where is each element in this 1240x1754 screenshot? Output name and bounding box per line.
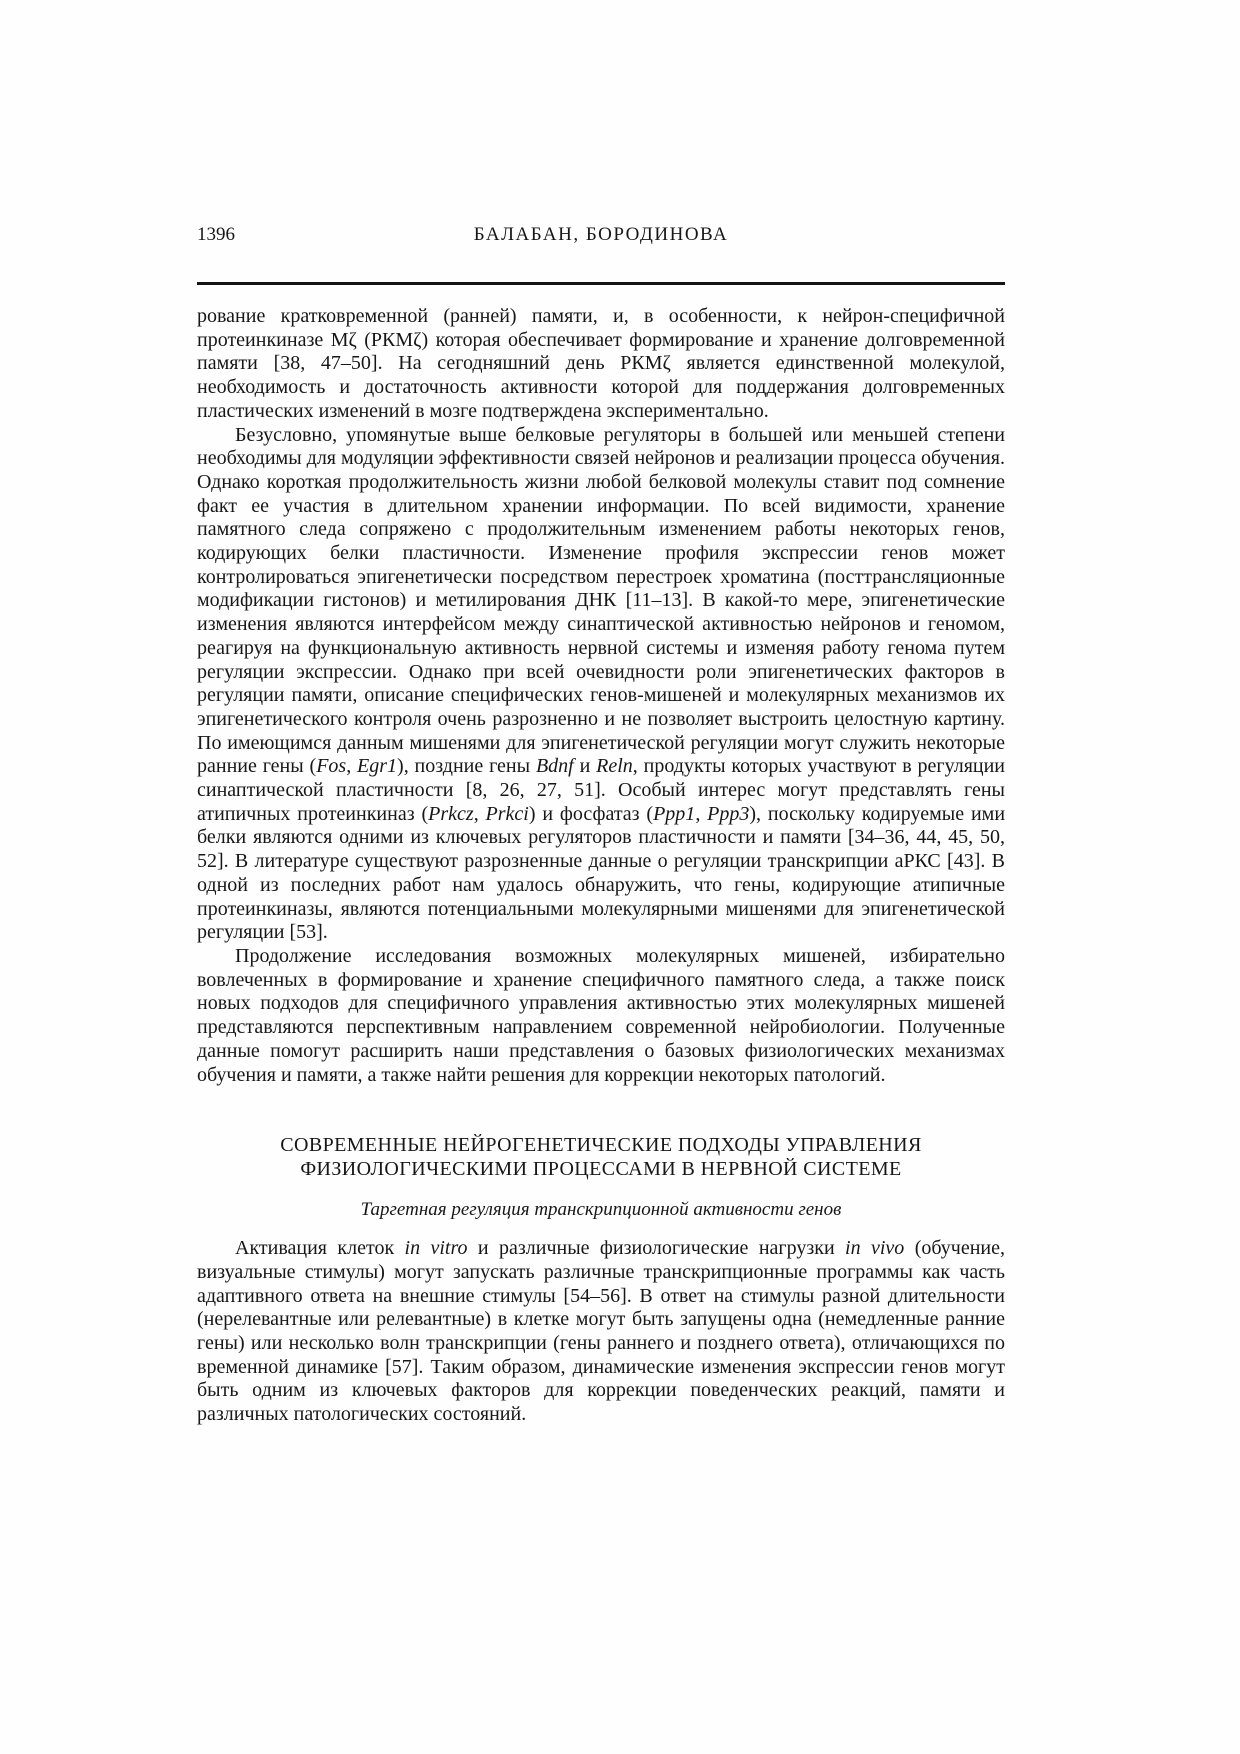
page-header xyxy=(197,224,1005,248)
paragraph: Безусловно, упомянутые выше белковые регуляторы в большей или меньшей степени необходимы для модуляции эффективности связей нейронов и реализации процесса обучения. Однако короткая продолжительность жизни любой белковой молекулы ставит под сомнение факт ее участия в длительном хранении информации. По всей видимости, хранение памятного следа сопряжено с продолжительным изменением работы некоторых генов, кодирующих белки пластичности. Изменение профиля экспрессии генов может контролироваться эпигенетически посредством перестроек хроматина (посттрансляционные модификации гистонов) и метилирования ДНК [11–13]. В какой-то мере, эпигенетические изменения являются интерфейсом между синаптической активностью нейронов и геномом, реагируя на функциональную активность нервной системы и изменяя работу генома путем регуляции экспрессии. Однако при всей очевидности роли эпигенетических факторов в регуляции памяти, описание специфических генов-мишеней и молекулярных механизмов их эпигенетического контроля очень разрозненно и не позволяет выстроить целостную картину. По имеющимся данным мишенями для эпигенетической регуляции могут служить некоторые ранние гены (Fos, Egr1), поздние гены Bdnf и Reln, продукты которых участвуют в регуляции синаптической пластичности [8, 26, 27, 51]. Особый интерес могут представлять гены атипичных протеинкиназ (Prkcz, Prkci) и фосфатаз (Ppp1, Ppp3), поскольку кодируемые ими белки являются одними из ключевых регуляторов пластичности и памяти [34–36, 44, 45, 50, 52]. В литературе существуют разрозненные данные о регуляции транскрипции аРКС [43]. В одной из последних работ нам удалось обнаружить, что гены, кодирующие атипичные протеинкиназы, являются потенциальными молекулярными мишенями для эпигенетической регуляции [53]. xyxy=(197,423,1006,944)
page-number: 1396 xyxy=(197,224,235,245)
text-column xyxy=(197,224,1005,1427)
paragraph: Продолжение исследования возможных молекулярных мишеней, избирательно вовлеченных в формирование и хранение специфичного памятного следа, а также поиск новых подходов для специфичного управления активностью этих молекулярных мишеней представляются перспективным направлением современной нейробиологии. Полученные данные помогут расширить наши представления о базовых физиологических механизмах обучения и памяти, а также найти решения для коррекции некоторых патологий. xyxy=(197,944,1005,1086)
subsection-heading: Таргетная регуляция транскрипционной активности генов xyxy=(360,1199,842,1221)
section-heading-line2: ФИЗИОЛОГИЧЕСКИМИ ПРОЦЕССАМИ В НЕРВНОЙ СИСТЕМЕ xyxy=(300,1158,902,1181)
paragraph-continuation: рование кратковременной (ранней) памяти, и, в особенности, к нейрон-специфичной протеинкиназе Мζ (РКМζ) которая обеспечивает формирование и хранение долговременной памяти [38, 47–50]. На сегодняшний день РКМζ является единственной молекулой, необходимость и достаточность активности которой для поддержания долговременных пластических изменений в мозге подтверждена экспериментально. xyxy=(197,305,1005,422)
section-heading xyxy=(197,1133,1005,1181)
header-rule xyxy=(197,282,1005,285)
running-head: БАЛАБАН, БОРОДИНОВА xyxy=(473,224,729,245)
section-heading-line1: СОВРЕМЕННЫЕ НЕЙРОГЕНЕТИЧЕСКИЕ ПОДХОДЫ УПРАВЛЕНИЯ xyxy=(280,1134,922,1157)
article-body xyxy=(197,305,1005,1427)
paragraph: Активация клеток in vitro и различные физиологические нагрузки in vivo (обучение, визуальные стимулы) могут запускать различные транскрипционные программы как часть адаптивного ответа на внешние стимулы [54–56]. В ответ на стимулы разной длительности (нерелевантные или релевантные) в клетке могут быть запущены одна (немедленные ранние гены) или несколько волн транскрипции (гены раннего и позднего ответа), отличающихся по временной динамике [57]. Таким образом, динамические изменения экспрессии генов могут быть одним из ключевых факторов для коррекции поведенческих реакций, памяти и различных патологических состояний. xyxy=(197,1237,1005,1426)
